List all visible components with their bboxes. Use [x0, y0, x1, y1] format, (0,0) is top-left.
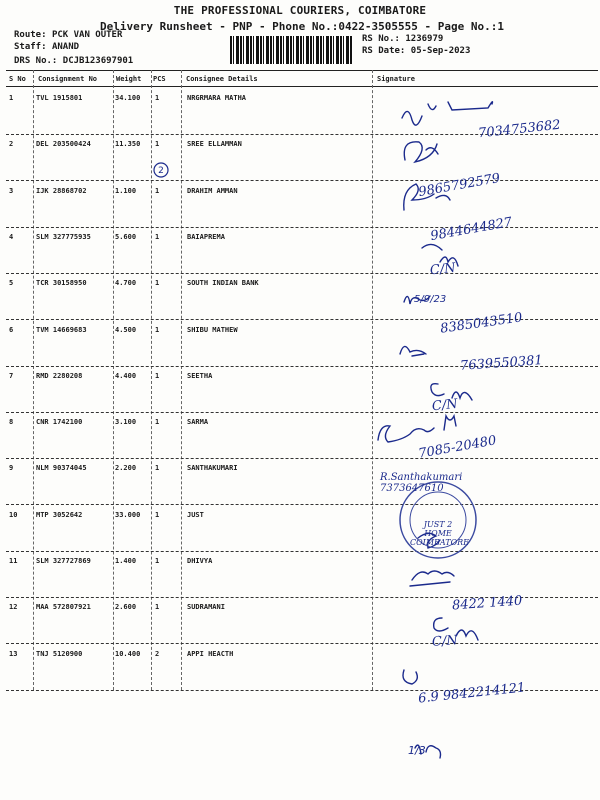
row-consignment-no: IJK 28868702 [36, 186, 87, 195]
row-consignee: APPI HEACTH [187, 649, 234, 658]
row-weight: 34.100 [115, 94, 141, 102]
rs-no-value: 1236979 [405, 34, 444, 44]
route-value: PCK VAN OUTER [51, 30, 123, 40]
row-weight: 11.350 [115, 140, 141, 149]
row-sno: 1 [9, 94, 14, 102]
handwritten-signature: C/N [431, 396, 459, 415]
row-sno: 9 [9, 464, 14, 473]
row-consignee: SUDRAMANI [187, 603, 225, 612]
handwritten-signature: JUST 2 HOME COIMBATORE [410, 520, 470, 547]
handwritten-signature: 7034753682 [477, 117, 562, 142]
row-weight: 4.400 [115, 371, 137, 380]
drs-value: DCJB123697901 [62, 56, 134, 66]
row-pcs: 1 [155, 371, 160, 380]
row-sno: 10 [9, 510, 18, 519]
row-sno: 11 [9, 557, 18, 565]
handwritten-signature: 9844644827 [429, 214, 514, 245]
staff-value: ANAND [51, 42, 80, 52]
circled-number: 2 [158, 166, 164, 176]
row-consignee: SARMA [187, 418, 209, 427]
rs-no-label: RS No.: [362, 34, 400, 44]
rs-date-value: 05-Sep-2023 [410, 46, 471, 56]
col-header-sno: S No [9, 75, 26, 83]
row-weight: 10.400 [115, 649, 141, 658]
row-pcs: 1 [155, 94, 160, 102]
row-consignee: NRGRMARA MATHA [187, 94, 247, 102]
row-consignee: SREE ELLAMMAN [187, 140, 242, 149]
signature-stroke [378, 426, 434, 442]
drs-label: DRS No.: [14, 56, 58, 66]
row-sno: 13 [9, 649, 18, 658]
row-consignment-no: MTP 3052642 [36, 510, 83, 519]
route-label: Route: [14, 30, 47, 40]
signature-stroke [404, 142, 438, 162]
row-weight: 1.400 [115, 557, 137, 565]
row-weight: 5.600 [115, 232, 137, 241]
row-weight: 2.600 [115, 603, 137, 612]
handwritten-signature: 7085-20480 [417, 433, 498, 462]
row-weight: 2.200 [115, 464, 137, 473]
handwritten-signature: 8422 1440 [451, 593, 523, 614]
col-header-pcs: PCS [153, 75, 166, 83]
handwritten-signature: C/N [429, 260, 457, 279]
row-consignment-no: MAA 572807921 [36, 603, 91, 612]
handwritten-signature: R.Santhakumari 7373647610 [380, 472, 463, 494]
col-header-consignment: Consignment No [38, 75, 98, 83]
row-weight: 3.100 [115, 418, 137, 427]
row-sno: 12 [9, 603, 18, 612]
row-consignment-no: TCR 30158950 [36, 279, 87, 288]
signature-stroke [402, 102, 493, 125]
signature-stroke [400, 346, 426, 356]
row-pcs: 1 [155, 510, 160, 519]
rs-date-label: RS Date: [362, 46, 406, 56]
row-pcs: 1 [155, 325, 160, 334]
row-sno: 8 [9, 418, 14, 427]
signature-stroke [403, 670, 417, 684]
handwritten-signature: 6.9 9842214121 [417, 680, 527, 707]
row-consignee: SANTHAKUMARI [187, 464, 238, 473]
row-weight: 4.700 [115, 279, 137, 288]
row-pcs: 1 [155, 603, 160, 612]
row-consignment-no: NLM 90374045 [36, 464, 87, 473]
row-weight: 1.100 [115, 186, 137, 195]
row-pcs: 1 [155, 464, 160, 473]
row-pcs: 1 [155, 186, 160, 195]
row-consignment-no: RMD 2280208 [36, 371, 83, 380]
handwritten-signature: 9865792579 [417, 170, 502, 201]
row-consignment-no: TVM 14669683 [36, 325, 87, 334]
row-consignee: SHIBU MATHEW [187, 325, 238, 334]
col-header-signature: Signature [377, 75, 415, 83]
row-sno: 4 [9, 232, 14, 241]
signature-stroke [444, 416, 456, 430]
row5-date: 5/9/23 [414, 294, 447, 305]
row-pcs: 1 [155, 279, 160, 288]
row-consignment-no: SLM 327727869 [36, 557, 91, 565]
row-pcs: 2 [155, 649, 160, 658]
handwritten-signature: 8385043510 [439, 310, 524, 337]
runsheet-subtitle: Delivery Runsheet - PNP - Phone No.:0422-3505555 - Page No.:1 [100, 20, 504, 33]
row-consignment-no: CNR 1742100 [36, 418, 83, 427]
row-consignee: SOUTH INDIAN BANK [187, 279, 259, 288]
row-consignment-no: TVL 1915801 [36, 94, 83, 102]
row-consignee: JUST [187, 510, 204, 519]
row-pcs: 1 [155, 140, 160, 149]
staff-label: Staff: [14, 42, 47, 52]
row-pcs: 1 [155, 557, 160, 565]
row-consignment-no: DEL 203500424 [36, 140, 91, 149]
row-sno: 2 [9, 140, 14, 149]
row-weight: 33.000 [115, 510, 141, 519]
signature-stroke [410, 571, 454, 586]
row-consignee: SEETHA [187, 371, 213, 380]
footer-mark: 1/3 [408, 744, 426, 757]
handwritten-signature: 7639550381 [459, 353, 544, 374]
row-pcs: 1 [155, 418, 160, 427]
row-consignee: DRAHIM AMMAN [187, 186, 238, 195]
row-consignment-no: SLM 327775935 [36, 232, 91, 241]
row-weight: 4.500 [115, 325, 137, 334]
row-pcs: 1 [155, 232, 160, 241]
col-header-consignee: Consignee Details [186, 75, 258, 83]
row-sno: 5 [9, 279, 14, 288]
row-sno: 6 [9, 325, 14, 334]
row-consignee: BAIAPREMA [187, 232, 225, 241]
row-consignment-no: TNJ 5120900 [36, 649, 83, 658]
row-sno: 7 [9, 371, 14, 380]
col-header-weight: Weight [116, 75, 142, 83]
handwritten-signature: C/N [431, 633, 459, 650]
company-title: THE PROFESSIONAL COURIERS, COIMBATORE [173, 4, 427, 17]
row-sno: 3 [9, 186, 14, 195]
row-consignee: DHIVYA [187, 557, 213, 565]
